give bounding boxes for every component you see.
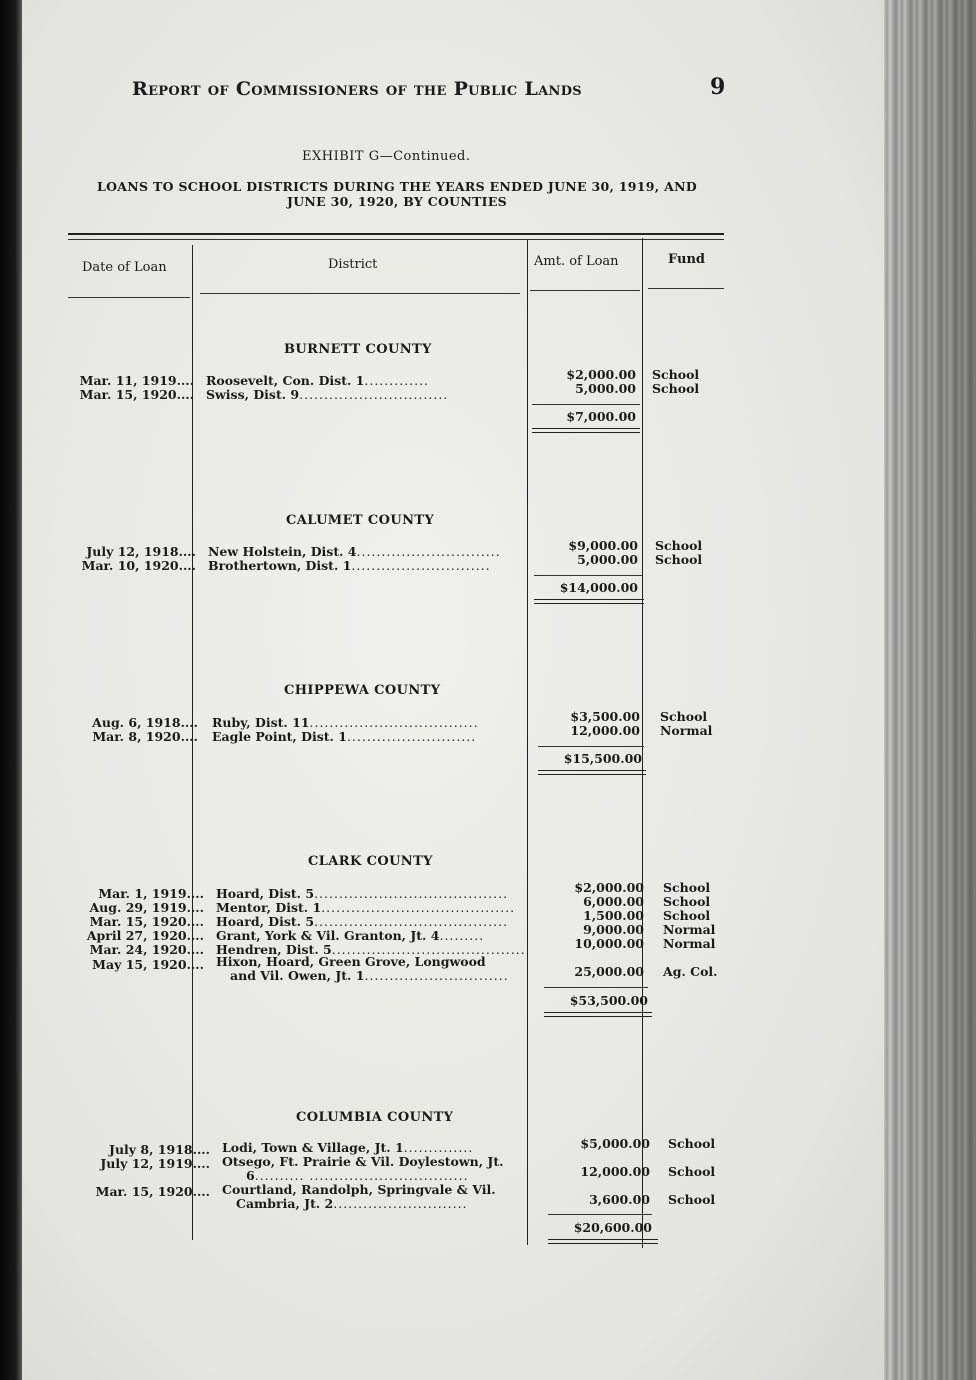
loan-date: Mar. 11, 1919.... [79, 373, 194, 388]
loan-fund: School [663, 908, 711, 923]
county-heading: CHIPPEWA COUNTY [284, 683, 441, 698]
county-heading: COLUMBIA COUNTY [296, 1110, 454, 1125]
total-double-rule [538, 770, 646, 775]
loan-date: Mar. 24, 1920.... [89, 942, 204, 957]
loan-date: July 8, 1918.... [109, 1142, 210, 1157]
header-rule-amount [530, 290, 640, 291]
loan-district-continued: 6.......... ................................ [246, 1168, 469, 1183]
loan-fund: School [652, 367, 700, 382]
loan-district: Lodi, Town & Village, Jt. 1.............. [222, 1140, 474, 1155]
page-edge-right [884, 0, 976, 1380]
loan-amount: $5,000.00 [580, 1136, 650, 1151]
county-total: $15,500.00 [563, 751, 642, 766]
loan-amount: 5,000.00 [575, 381, 636, 396]
loan-district: Courtland, Randolph, Springvale & Vil. [222, 1182, 496, 1197]
loan-amount: 12,000.00 [570, 723, 640, 738]
loan-district: Ruby, Dist. 11.................................. [212, 715, 479, 730]
county-heading: CLARK COUNTY [308, 854, 433, 869]
loan-fund: Ag. Col. [663, 964, 718, 979]
loan-district: Swiss, Dist. 9.............................. [206, 387, 449, 402]
subtotal-rule [538, 746, 644, 747]
loan-fund: School [668, 1136, 716, 1151]
loan-fund: School [655, 538, 703, 553]
loan-district: Roosevelt, Con. Dist. 1............. [206, 373, 430, 388]
header-rule-date [68, 297, 190, 298]
loan-district: Hoard, Dist. 5....................................... [216, 914, 509, 929]
county-total: $7,000.00 [566, 409, 636, 424]
loan-date: Aug. 29, 1919.... [89, 900, 204, 915]
county-heading: BURNETT COUNTY [284, 342, 432, 357]
loan-amount: 9,000.00 [583, 922, 644, 937]
table-top-rule [68, 233, 724, 235]
loan-district: Grant, York & Vil. Granton, Jt. 4......... [216, 928, 485, 943]
subtotal-rule [548, 1214, 652, 1215]
loan-date: Mar. 8, 1920.... [92, 729, 198, 744]
total-double-rule [534, 599, 644, 604]
county-total: $53,500.00 [569, 993, 648, 1008]
loan-amount: 5,000.00 [577, 552, 638, 567]
loan-district-continued: and Vil. Owen, Jt. 1............................. [230, 968, 509, 983]
loan-fund: School [663, 880, 711, 895]
loan-amount: $9,000.00 [568, 538, 638, 553]
table-top-rule-2 [68, 239, 724, 240]
column-header-district: District [328, 257, 378, 272]
loan-date: July 12, 1918.... [86, 544, 196, 559]
loan-district: Mentor, Dist. 1....................................... [216, 900, 516, 915]
page-number: 9 [710, 74, 726, 100]
loan-date: July 12, 1919.... [100, 1156, 210, 1171]
page-edge-left [0, 0, 22, 1380]
loan-date: Aug. 6, 1918.... [92, 715, 198, 730]
subtotal-rule [534, 575, 642, 576]
loan-district: Hixon, Hoard, Green Grove, Longwood [216, 954, 486, 969]
loan-fund: School [660, 709, 708, 724]
loan-fund: School [655, 552, 703, 567]
loan-date: April 27, 1920.... [86, 928, 204, 943]
loan-district: Eagle Point, Dist. 1.......................... [212, 729, 477, 744]
loan-amount: $2,000.00 [566, 367, 636, 382]
loan-fund: Normal [663, 922, 716, 937]
loan-fund: Normal [660, 723, 713, 738]
loan-amount: 1,500.00 [583, 908, 644, 923]
loan-amount: 25,000.00 [574, 964, 644, 979]
loan-fund: School [668, 1164, 716, 1179]
column-header-date: Date of Loan [82, 260, 167, 275]
total-double-rule [544, 1012, 652, 1017]
loan-date: Mar. 15, 1920.... [79, 387, 194, 402]
loan-amount: 12,000.00 [580, 1164, 650, 1179]
loan-district: Otsego, Ft. Prairie & Vil. Doylestown, Jt. [222, 1154, 504, 1169]
loan-fund: School [652, 381, 700, 396]
column-rule-2 [527, 240, 528, 1245]
table-subtitle [67, 179, 727, 209]
subtotal-rule [532, 404, 640, 405]
loan-date: Mar. 1, 1919.... [98, 886, 204, 901]
loan-amount: 6,000.00 [583, 894, 644, 909]
subtitle-line-2: JUNE 30, 1920, BY COUNTIES [286, 194, 507, 209]
loan-fund: School [663, 894, 711, 909]
total-double-rule [532, 428, 640, 433]
loan-date: Mar. 10, 1920.... [81, 558, 196, 573]
header-rule-fund [648, 288, 724, 289]
loan-date: Mar. 15, 1920.... [89, 914, 204, 929]
header-rule-district [200, 293, 520, 294]
exhibit-title: EXHIBIT G—Continued. [302, 149, 471, 164]
loan-date: Mar. 15, 1920.... [95, 1184, 210, 1199]
loan-district: Hendren, Dist. 5....................................... [216, 942, 526, 957]
column-header-amount: Amt. of Loan [534, 254, 619, 269]
total-double-rule [548, 1239, 658, 1244]
running-title: Report of Commissioners of the Public Lands [132, 78, 582, 100]
loan-amount: $2,000.00 [574, 880, 644, 895]
column-rule-3 [642, 238, 643, 1248]
loan-fund: School [668, 1192, 716, 1207]
loan-amount: 10,000.00 [574, 936, 644, 951]
loan-district-continued: Cambria, Jt. 2........................... [236, 1196, 468, 1211]
book-page [22, 0, 884, 1380]
subtotal-rule [544, 987, 648, 988]
loan-fund: Normal [663, 936, 716, 951]
loan-district: New Holstein, Dist. 4............................. [208, 544, 501, 559]
county-total: $14,000.00 [559, 580, 638, 595]
county-heading: CALUMET COUNTY [286, 513, 435, 528]
loan-district: Hoard, Dist. 5....................................... [216, 886, 509, 901]
county-total: $20,600.00 [573, 1220, 652, 1235]
subtitle-line-1: LOANS TO SCHOOL DISTRICTS DURING THE YEARS ENDED JUNE 30, 1919, AND [97, 179, 697, 194]
column-header-fund: Fund [668, 252, 705, 267]
loan-date: May 15, 1920.... [92, 957, 204, 972]
loan-amount: 3,600.00 [589, 1192, 650, 1207]
loan-amount: $3,500.00 [570, 709, 640, 724]
loan-district: Brothertown, Dist. 1............................ [208, 558, 491, 573]
